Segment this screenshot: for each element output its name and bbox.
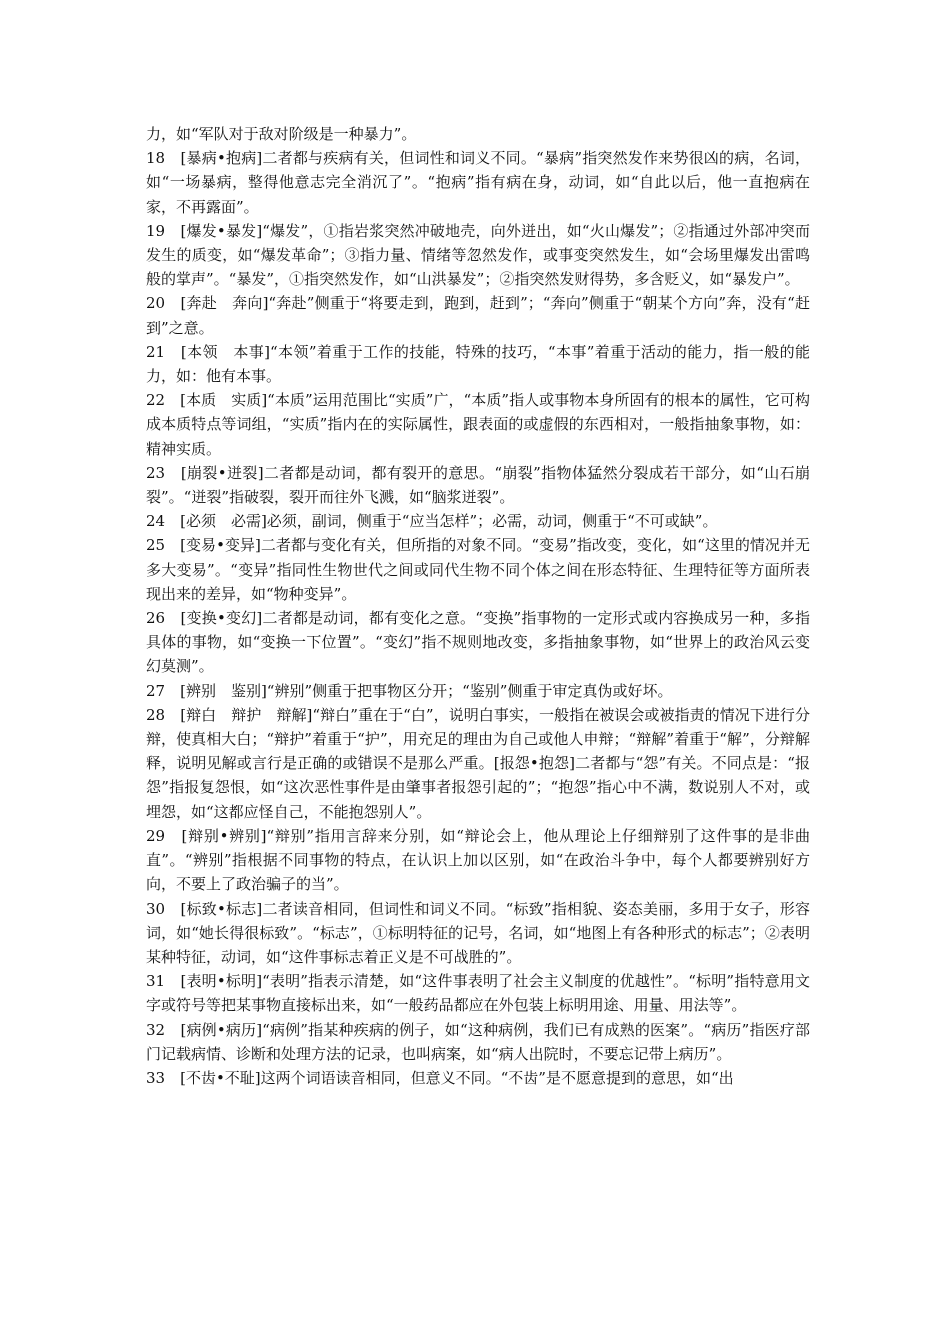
entry-24: 24 [必须 必需]必须，副词，侧重于“应当怎样”；必需，动词，侧重于“不可或缺”。 bbox=[146, 512, 718, 531]
entry-27: 27 [辨别 鉴别]“辨别”侧重于把事物区分开；“鉴别”侧重于审定真伪或好坏。 bbox=[146, 681, 673, 700]
entry-20: 20 [奔赴 奔向]“奔赴”侧重于“将要走到，跑到，赶到”；“奔向”侧重于“朝某个方向”奔，没有“赶到”之意。 bbox=[146, 294, 810, 337]
entry-26: 26 [变换•变幻]二者都是动词，都有变化之意。“变换”指事物的一定形式或内容换成另一种，多指具体的事物，如“变换一下位置”。“变幻”指不规则地改变，多指抽象事物，如“世界上的政治风云变幻莫测”。 bbox=[146, 609, 810, 676]
entry-22: 22 [本质 实质]“本质”运用范围比“实质”广，“本质”指人或事物本身所固有的根本的属性，它可构成本质特点等词组，“实质”指内在的实际属性，跟表面的或虚假的东西相对，一般指抽象事物，如：精神实质。 bbox=[146, 391, 810, 458]
entry-31: 31 [表明•标明]“表明”指表示清楚，如“这件事表明了社会主义制度的优越性”。“标明”指特意用文字或符号等把某事物直接标出来，如“一般药品都应在外包装上标明用途、用量、用法等”。 bbox=[146, 972, 810, 1015]
entry-28: 28 [辩白 辩护 辩解]“辩白”重在于“白”，说明白事实，一般指在被误会或被指责的情况下进行分辩，使真相大白；“辩护”着重于“护”，用充足的理由为自己或他人申辩；“辩解”着重于“解”，分辩解释，说明见解或言行是正确的或错误不是那么严重。[报怨•抱怨]二者都与“怨”有关。不同点是：“报怨”指报复怨恨，如“这次恶性事件是由肇事者报怨引起的”；“抱怨”指心中不满，数说别人不对，或埋怨，如“这都应怪自己，不能抱怨别人”。 bbox=[146, 705, 810, 821]
entry-18: 18 [暴病•抱病]二者都与疾病有关，但词性和词义不同。“暴病”指突然发作来势很凶的病，名词，如“一场暴病，整得他意志完全消沉了”。“抱病”指有病在身，动词，如“自此以后，他一直抱病在家，不再露面”。 bbox=[146, 149, 810, 216]
entry-30: 30 [标致•标志]二者读音相同，但词性和词义不同。“标致”指相貌、姿态美丽，多用于女子，形容词，如“她长得很标致”。“标志”，①标明特征的记号，名词，如“地图上有各种形式的标志”；②表明某种特征，动词，如“这件事标志着正义是不可战胜的”。 bbox=[146, 899, 810, 966]
entry-19: 19 [爆发•暴发]“爆发”，①指岩浆突然冲破地壳，向外迸出，如“火山爆发”；②指通过外部冲突而发生的质变，如“爆发革命”；③指力量、情绪等忽然发作，或事变突然发生，如“会场里爆发出雷鸣般的掌声”。“暴发”，①指突然发作，如“山洪暴发”；②指突然发财得势，多含贬义，如“暴发户”。 bbox=[146, 221, 810, 289]
entry-23: 23 [崩裂•迸裂]二者都是动词，都有裂开的意思。“崩裂”指物体猛然分裂成若干部分，如“山石崩裂”。“迸裂”指破裂，裂开而往外飞溅，如“脑浆迸裂”。 bbox=[146, 463, 810, 507]
document-body bbox=[146, 122, 810, 1090]
paragraph-continued: 力，如“军队对于敌对阶级是一种暴力”。 bbox=[146, 125, 417, 143]
entry-25: 25 [变易•变异]二者都与变化有关，但所指的对象不同。“变易”指改变，变化，如“这里的情况并无多大变易”。“变异”指同性生物世代之间或同代生物不同个体之间在形态特征、生理特征等方面所表现出来的差异，如“物种变异”。 bbox=[146, 536, 810, 603]
entry-21: 21 [本领 本事]“本领”着重于工作的技能，特殊的技巧，“本事”着重于活动的能力，指一般的能力，如：他有本事。 bbox=[146, 342, 810, 386]
entry-33: 33 [不齿•不耻]这两个词语读音相同，但意义不同。“不齿”是不愿意提到的意思，如“出 bbox=[146, 1068, 734, 1087]
entry-32: 32 [病例•病历]“病例”指某种疾病的例子，如“这种病例，我们已有成熟的医案”。“病历”指医疗部门记载病情、诊断和处理方法的记录，也叫病案，如“病人出院时，不要忘记带上病历”。 bbox=[146, 1020, 810, 1063]
entry-29: 29 [辩别•辨别]“辩别”指用言辞来分别，如“辩论会上，他从理论上仔细辩别了这件事的是非曲直”。“辨别”指根据不同事物的特点，在认识上加以区别，如“在政治斗争中，每个人都要辨别好方向，不要上了政治骗子的当”。 bbox=[146, 826, 810, 894]
